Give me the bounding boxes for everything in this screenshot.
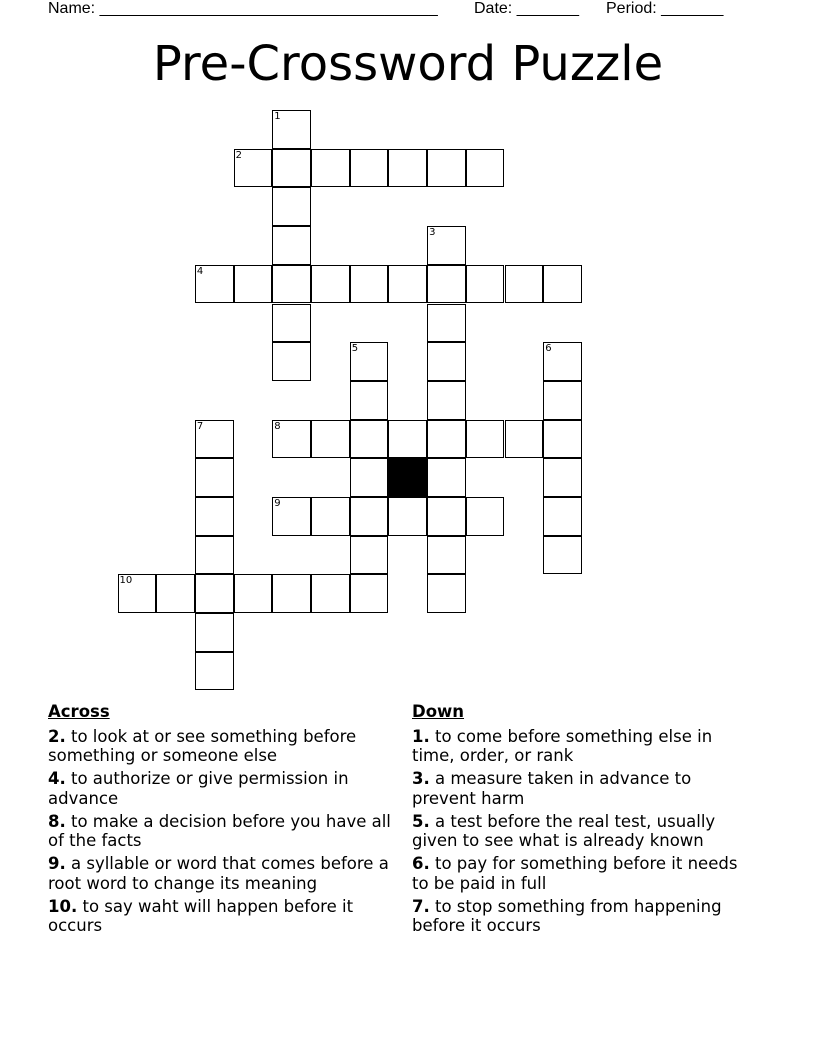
clue-down-6: [412, 854, 757, 893]
clue-text: to stop something from happening before it occurs: [412, 896, 722, 936]
answer-square[interactable]: [272, 304, 311, 343]
clue-number: 10.: [48, 896, 78, 916]
answer-square[interactable]: [195, 652, 234, 691]
clue-across-8: [48, 812, 393, 851]
clue-text: to authorize or give permission in advance: [48, 769, 349, 808]
clue-number: 8.: [48, 811, 66, 831]
answer-square[interactable]: [543, 458, 582, 497]
clue-number: 4.: [48, 769, 66, 789]
answer-square[interactable]: [350, 420, 389, 459]
answer-square[interactable]: [427, 420, 466, 459]
clue-number-label: 7: [196, 420, 204, 432]
answer-square[interactable]: [388, 420, 427, 459]
clue-number-label: 8: [274, 420, 281, 432]
answer-square[interactable]: [272, 149, 311, 188]
answer-square[interactable]: [350, 381, 389, 420]
clue-number-label: 2: [235, 149, 242, 161]
clue-number: 7.: [412, 896, 430, 916]
answer-square[interactable]: [272, 420, 311, 459]
answer-square[interactable]: [234, 574, 273, 613]
answer-square[interactable]: [427, 342, 466, 381]
period-field[interactable]: Period: _______: [606, 0, 724, 17]
answer-square[interactable]: [272, 110, 311, 149]
answer-square[interactable]: [466, 497, 505, 536]
clue-number: 9.: [48, 854, 66, 874]
clue-number-label: 10: [119, 575, 133, 587]
answer-square[interactable]: [427, 497, 466, 536]
shaded-square: [388, 458, 427, 497]
clue-text: a syllable or word that comes before a root word to change its meaning: [48, 854, 389, 893]
clue-text: to make a decision before you have all of the facts: [48, 811, 391, 851]
answer-square[interactable]: [156, 574, 195, 613]
clue-text: to look at or see something before something or someone else: [48, 726, 357, 765]
answer-square[interactable]: [350, 149, 389, 188]
answer-square[interactable]: [195, 574, 234, 613]
clue-across-2: [48, 727, 393, 766]
answer-square[interactable]: [272, 574, 311, 613]
clue-down-5: [412, 812, 757, 851]
answer-square[interactable]: [272, 265, 311, 304]
answer-square[interactable]: [543, 420, 582, 459]
across-heading: Across: [48, 702, 110, 721]
answer-square[interactable]: [350, 497, 389, 536]
answer-square[interactable]: [427, 458, 466, 497]
answer-square[interactable]: [505, 265, 544, 304]
answer-square[interactable]: [234, 149, 273, 188]
answer-square[interactable]: [466, 265, 505, 304]
answer-square[interactable]: [311, 420, 350, 459]
clue-down-7: [412, 897, 757, 936]
clue-across-10: [48, 897, 393, 936]
across-clues: [48, 702, 393, 939]
answer-square[interactable]: [388, 265, 427, 304]
answer-square[interactable]: [543, 342, 582, 381]
answer-square[interactable]: [427, 149, 466, 188]
answer-square[interactable]: [466, 420, 505, 459]
date-field[interactable]: Date: _______: [474, 0, 579, 17]
answer-square[interactable]: [543, 265, 582, 304]
down-heading: Down: [412, 702, 465, 721]
clue-text: a test before the real test, usually given to see what is already known: [412, 811, 716, 851]
answer-square[interactable]: [195, 265, 234, 304]
answer-square[interactable]: [427, 536, 466, 575]
answer-square[interactable]: [311, 574, 350, 613]
answer-square[interactable]: [427, 381, 466, 420]
answer-square[interactable]: [543, 497, 582, 536]
name-field[interactable]: Name: ______________________________________: [48, 0, 438, 17]
answer-square[interactable]: [234, 265, 273, 304]
clue-number: 3.: [412, 769, 430, 789]
answer-square[interactable]: [195, 458, 234, 497]
answer-square[interactable]: [350, 574, 389, 613]
answer-square[interactable]: [311, 497, 350, 536]
answer-square[interactable]: [272, 226, 311, 265]
answer-square[interactable]: [505, 420, 544, 459]
clue-number-label: 9: [274, 498, 281, 509]
answer-square[interactable]: [272, 497, 311, 536]
answer-square[interactable]: [195, 497, 234, 536]
answer-square[interactable]: [466, 149, 505, 188]
answer-square[interactable]: [272, 342, 311, 381]
clue-number-label: 1: [274, 111, 281, 122]
student-info-header: [48, 0, 768, 20]
answer-square[interactable]: [118, 574, 157, 613]
answer-square[interactable]: [427, 304, 466, 343]
answer-square[interactable]: [195, 613, 234, 652]
down-clues: [412, 702, 757, 939]
answer-square[interactable]: [350, 458, 389, 497]
answer-square[interactable]: [195, 420, 234, 459]
answer-square[interactable]: [427, 265, 466, 304]
clue-number-label: 4: [196, 265, 204, 277]
clue-number-label: 5: [351, 343, 359, 355]
clue-number-label: 3: [429, 227, 436, 239]
clue-number: 2.: [48, 726, 66, 746]
clue-number: 1.: [412, 726, 430, 746]
answer-square[interactable]: [543, 381, 582, 420]
answer-square[interactable]: [350, 536, 389, 575]
answer-square[interactable]: [272, 187, 311, 226]
page-title: Pre-Crossword Puzzle: [152, 36, 664, 92]
clue-text: to pay for something before it needs to be paid in full: [412, 854, 738, 893]
clue-text: to come before something else in time, order, or rank: [412, 726, 713, 765]
clue-text: a measure taken in advance to prevent harm: [412, 769, 692, 808]
clue-across-4: [48, 769, 393, 808]
clue-down-1: [412, 727, 757, 766]
answer-square[interactable]: [427, 226, 466, 265]
clue-down-3: [412, 769, 757, 808]
answer-square[interactable]: [388, 497, 427, 536]
clue-across-9: [48, 854, 393, 893]
answer-square[interactable]: [350, 342, 389, 381]
answer-square[interactable]: [388, 149, 427, 188]
answer-square[interactable]: [350, 265, 389, 304]
clue-number-label: 6: [545, 343, 552, 355]
clue-number: 5.: [412, 811, 430, 831]
answer-square[interactable]: [311, 149, 350, 188]
answer-square[interactable]: [195, 536, 234, 575]
answer-square[interactable]: [427, 574, 466, 613]
answer-square[interactable]: [311, 265, 350, 304]
answer-square[interactable]: [543, 536, 582, 575]
clue-number: 6.: [412, 854, 430, 874]
clue-text: to say waht will happen before it occurs: [48, 896, 354, 936]
